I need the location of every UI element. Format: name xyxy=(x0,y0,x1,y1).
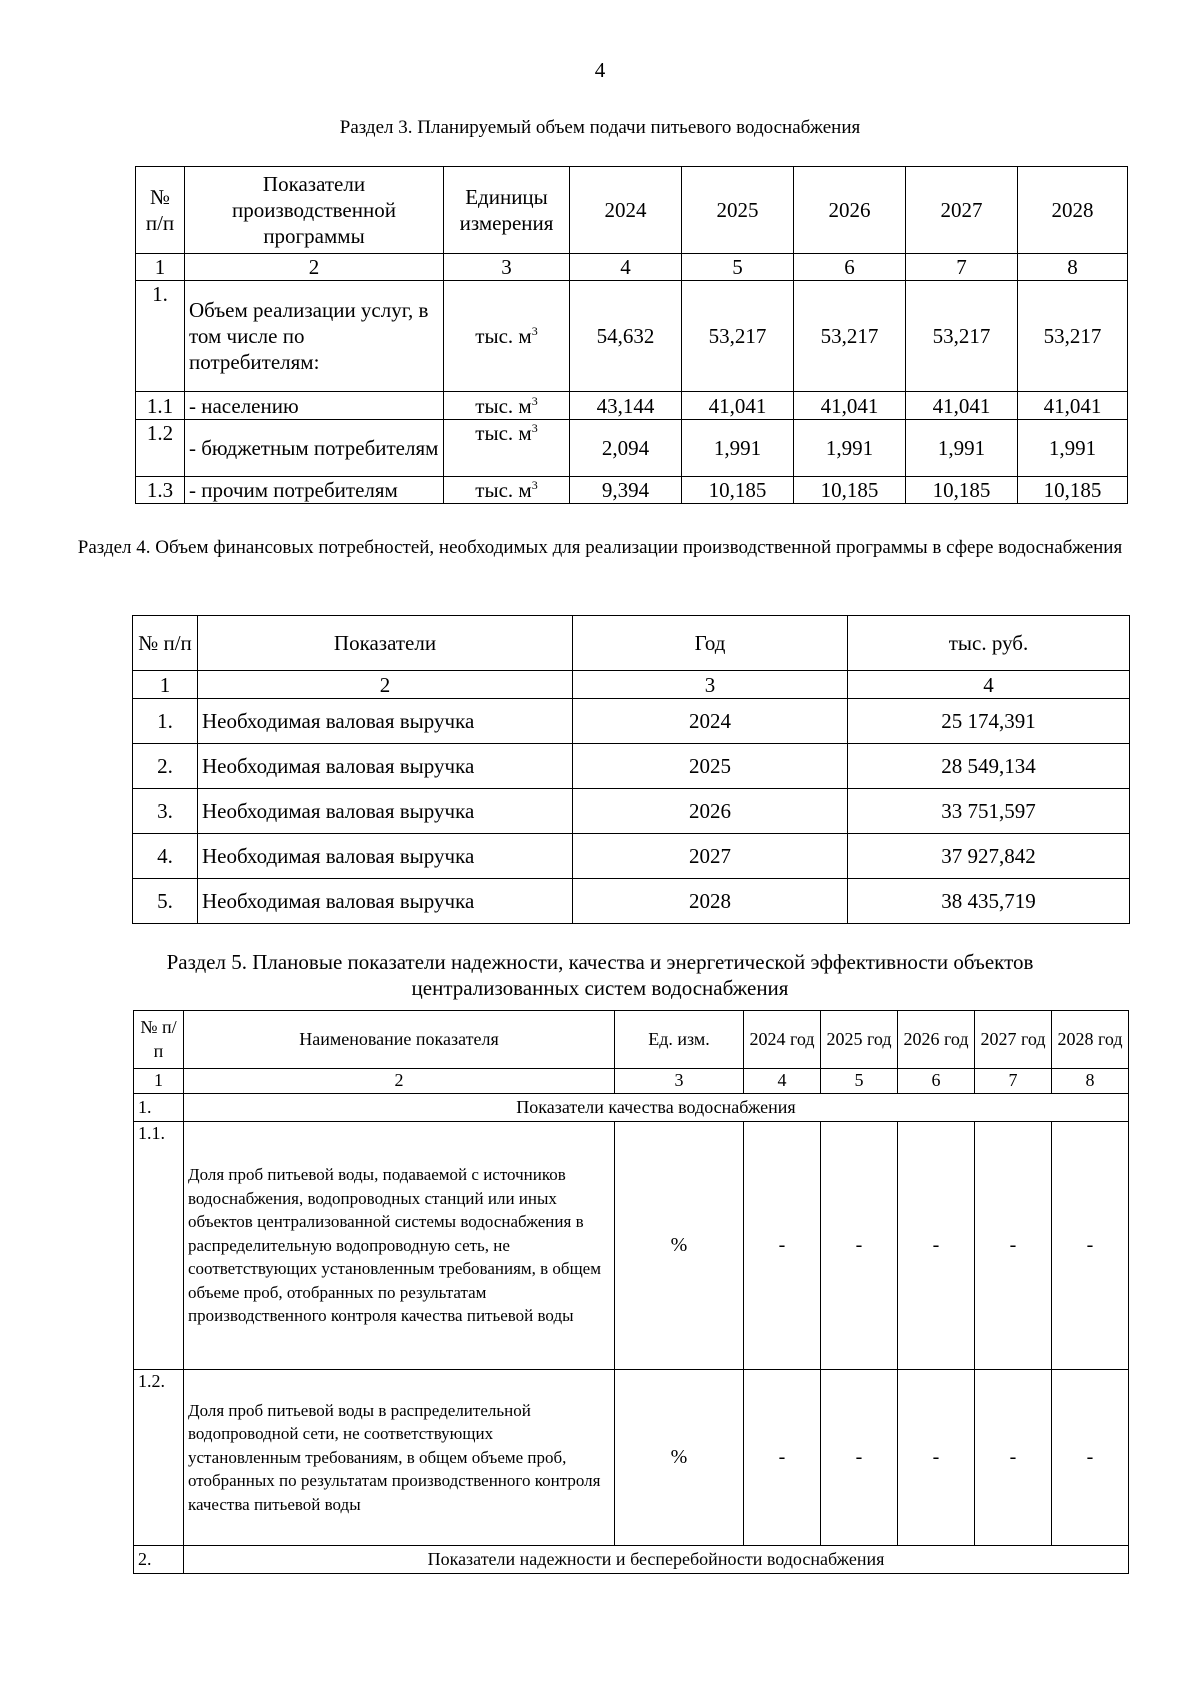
row-value: 10,185 xyxy=(682,477,794,504)
col-number: 6 xyxy=(898,1069,975,1094)
row-value: 54,632 xyxy=(570,281,682,392)
col-number: 1 xyxy=(136,254,185,281)
section-4-title: Раздел 4. Объем финансовых потребностей, необходимых для реализации производственной программы в сфере водоснабжения xyxy=(77,537,1123,558)
col-number: 5 xyxy=(821,1069,898,1094)
table-row xyxy=(136,392,1128,420)
row-value: - xyxy=(1052,1122,1129,1370)
row-value: 1,991 xyxy=(794,420,906,477)
table-row xyxy=(134,1370,1129,1546)
row-value: - xyxy=(975,1370,1052,1546)
col-number: 2 xyxy=(198,671,573,699)
row-year: 2028 xyxy=(573,879,848,924)
col-number: 8 xyxy=(1052,1069,1129,1094)
row-number: 1. xyxy=(133,699,198,744)
header-cell: 2026 год xyxy=(898,1011,975,1069)
row-amount: 33 751,597 xyxy=(848,789,1130,834)
col-number: 2 xyxy=(185,254,444,281)
row-value: 2,094 xyxy=(570,420,682,477)
row-value: 10,185 xyxy=(794,477,906,504)
col-number: 5 xyxy=(682,254,794,281)
section-4-table xyxy=(132,615,1130,924)
row-value: 41,041 xyxy=(682,392,794,420)
row-value: 1,991 xyxy=(906,420,1018,477)
header-cell: 2026 xyxy=(794,167,906,254)
row-value: - xyxy=(898,1122,975,1370)
row-name: - бюджетным потребителям xyxy=(185,420,444,477)
row-unit: тыс. $м^3$ xyxy=(444,392,570,420)
row-unit: тыс. $м^3$ xyxy=(444,477,570,504)
header-cell: № п/п xyxy=(136,167,185,254)
row-value: 53,217 xyxy=(682,281,794,392)
row-year: 2026 xyxy=(573,789,848,834)
section-3-title: Раздел 3. Планируемый объем подачи питьевого водоснабжения xyxy=(339,117,861,138)
row-number: 1.1 xyxy=(136,392,185,420)
table-header-row xyxy=(133,616,1130,671)
group-number: 2. xyxy=(134,1546,184,1574)
row-year: 2025 xyxy=(573,744,848,789)
header-cell: Ед. изм. xyxy=(615,1011,744,1069)
row-amount: 38 435,719 xyxy=(848,879,1130,924)
header-cell: 2024 год xyxy=(744,1011,821,1069)
row-value: - xyxy=(744,1122,821,1370)
table-row xyxy=(136,477,1128,504)
row-value: 1,991 xyxy=(682,420,794,477)
header-cell: 2028 год xyxy=(1052,1011,1129,1069)
row-number: 1. xyxy=(136,281,185,392)
col-number: 4 xyxy=(570,254,682,281)
column-number-row xyxy=(133,671,1130,699)
table-row xyxy=(133,834,1130,879)
row-value: - xyxy=(898,1370,975,1546)
table-row xyxy=(136,281,1128,392)
row-value: - xyxy=(975,1122,1052,1370)
col-number: 4 xyxy=(848,671,1130,699)
header-cell: тыс. руб. xyxy=(848,616,1130,671)
section-5-table xyxy=(133,1010,1129,1574)
col-number: 3 xyxy=(573,671,848,699)
col-number: 4 xyxy=(744,1069,821,1094)
col-number: 1 xyxy=(133,671,198,699)
row-number: 2. xyxy=(133,744,198,789)
header-cell: 2028 xyxy=(1018,167,1128,254)
row-name: Необходимая валовая выручка xyxy=(198,879,573,924)
row-name: Доля проб питьевой воды в распределительной водопроводной сети, не соответствующих установленным требованиям, в общем объеме проб, отобранных по результатам производственного контроля качества питьевой воды xyxy=(184,1370,615,1546)
col-number: 3 xyxy=(444,254,570,281)
row-value: 53,217 xyxy=(906,281,1018,392)
row-value: 53,217 xyxy=(1018,281,1128,392)
row-unit: % xyxy=(615,1122,744,1370)
row-value: 43,144 xyxy=(570,392,682,420)
row-value: 1,991 xyxy=(1018,420,1128,477)
table-row xyxy=(133,744,1130,789)
col-number: 6 xyxy=(794,254,906,281)
row-number: 1.2 xyxy=(136,420,185,477)
row-name: Необходимая валовая выручка xyxy=(198,834,573,879)
row-number: 1.3 xyxy=(136,477,185,504)
table-header-row xyxy=(134,1011,1129,1069)
column-number-row xyxy=(136,254,1128,281)
header-cell: 2025 xyxy=(682,167,794,254)
section-3-table xyxy=(135,166,1128,504)
row-name: Необходимая валовая выручка xyxy=(198,744,573,789)
table-row xyxy=(136,420,1128,477)
table-row xyxy=(134,1122,1129,1370)
row-name: Объем реализации услуг, в том числе по потребителям: xyxy=(185,281,444,392)
row-amount: 25 174,391 xyxy=(848,699,1130,744)
column-number-row xyxy=(134,1069,1129,1094)
row-number: 1.1. xyxy=(134,1122,184,1370)
row-value: 53,217 xyxy=(794,281,906,392)
header-cell: № п/п xyxy=(134,1011,184,1069)
col-number: 8 xyxy=(1018,254,1128,281)
header-cell: 2027 год xyxy=(975,1011,1052,1069)
col-number: 1 xyxy=(134,1069,184,1094)
row-value: 41,041 xyxy=(794,392,906,420)
row-value: 41,041 xyxy=(906,392,1018,420)
row-name: - населению xyxy=(185,392,444,420)
header-cell: Единицы измерения xyxy=(444,167,570,254)
table-row xyxy=(133,789,1130,834)
row-name: Доля проб питьевой воды, подаваемой с источников водоснабжения, водопроводных станций или иных объектов централизованной системы водоснабжения в распределительную водопроводную сеть, не соответствующих установленным требованиям, в общем объеме проб, отобранных по результатам производственного контроля качества питьевой воды xyxy=(184,1122,615,1370)
header-cell: 2025 год xyxy=(821,1011,898,1069)
col-number: 2 xyxy=(184,1069,615,1094)
header-cell: Год xyxy=(573,616,848,671)
page-number: 4 xyxy=(594,58,606,82)
row-amount: 37 927,842 xyxy=(848,834,1130,879)
row-year: 2024 xyxy=(573,699,848,744)
col-number: 7 xyxy=(906,254,1018,281)
row-value: - xyxy=(744,1370,821,1546)
row-number: 3. xyxy=(133,789,198,834)
row-amount: 28 549,134 xyxy=(848,744,1130,789)
table-header-row xyxy=(136,167,1128,254)
table-row xyxy=(133,879,1130,924)
row-value: - xyxy=(1052,1370,1129,1546)
row-value: 9,394 xyxy=(570,477,682,504)
group-row xyxy=(134,1546,1129,1574)
row-value: - xyxy=(821,1122,898,1370)
row-name: Необходимая валовая выручка xyxy=(198,789,573,834)
header-cell: Показатели производственной программы xyxy=(185,167,444,254)
row-unit: % xyxy=(615,1370,744,1546)
col-number: 3 xyxy=(615,1069,744,1094)
row-year: 2027 xyxy=(573,834,848,879)
row-name: Необходимая валовая выручка xyxy=(198,699,573,744)
group-title: Показатели надежности и бесперебойности водоснабжения xyxy=(184,1546,1129,1574)
group-number: 1. xyxy=(134,1094,184,1122)
table-row xyxy=(133,699,1130,744)
header-cell: № п/п xyxy=(133,616,198,671)
group-title: Показатели качества водоснабжения xyxy=(184,1094,1129,1122)
row-number: 1.2. xyxy=(134,1370,184,1546)
header-cell: Наименование показателя xyxy=(184,1011,615,1069)
row-number: 4. xyxy=(133,834,198,879)
row-value: 10,185 xyxy=(906,477,1018,504)
row-value: 10,185 xyxy=(1018,477,1128,504)
row-name: - прочим потребителям xyxy=(185,477,444,504)
header-cell: Показатели xyxy=(198,616,573,671)
row-unit: тыс. $м^3$ xyxy=(444,281,570,392)
row-unit: тыс. $м^3$ xyxy=(444,420,570,477)
header-cell: 2024 xyxy=(570,167,682,254)
header-cell: 2027 xyxy=(906,167,1018,254)
row-value: 41,041 xyxy=(1018,392,1128,420)
section-5-title: Раздел 5. Плановые показатели надежности, качества и энергетической эффективности объектов централизованных систем водоснабжения xyxy=(166,950,1034,1000)
col-number: 7 xyxy=(975,1069,1052,1094)
row-value: - xyxy=(821,1370,898,1546)
group-row xyxy=(134,1094,1129,1122)
row-number: 5. xyxy=(133,879,198,924)
